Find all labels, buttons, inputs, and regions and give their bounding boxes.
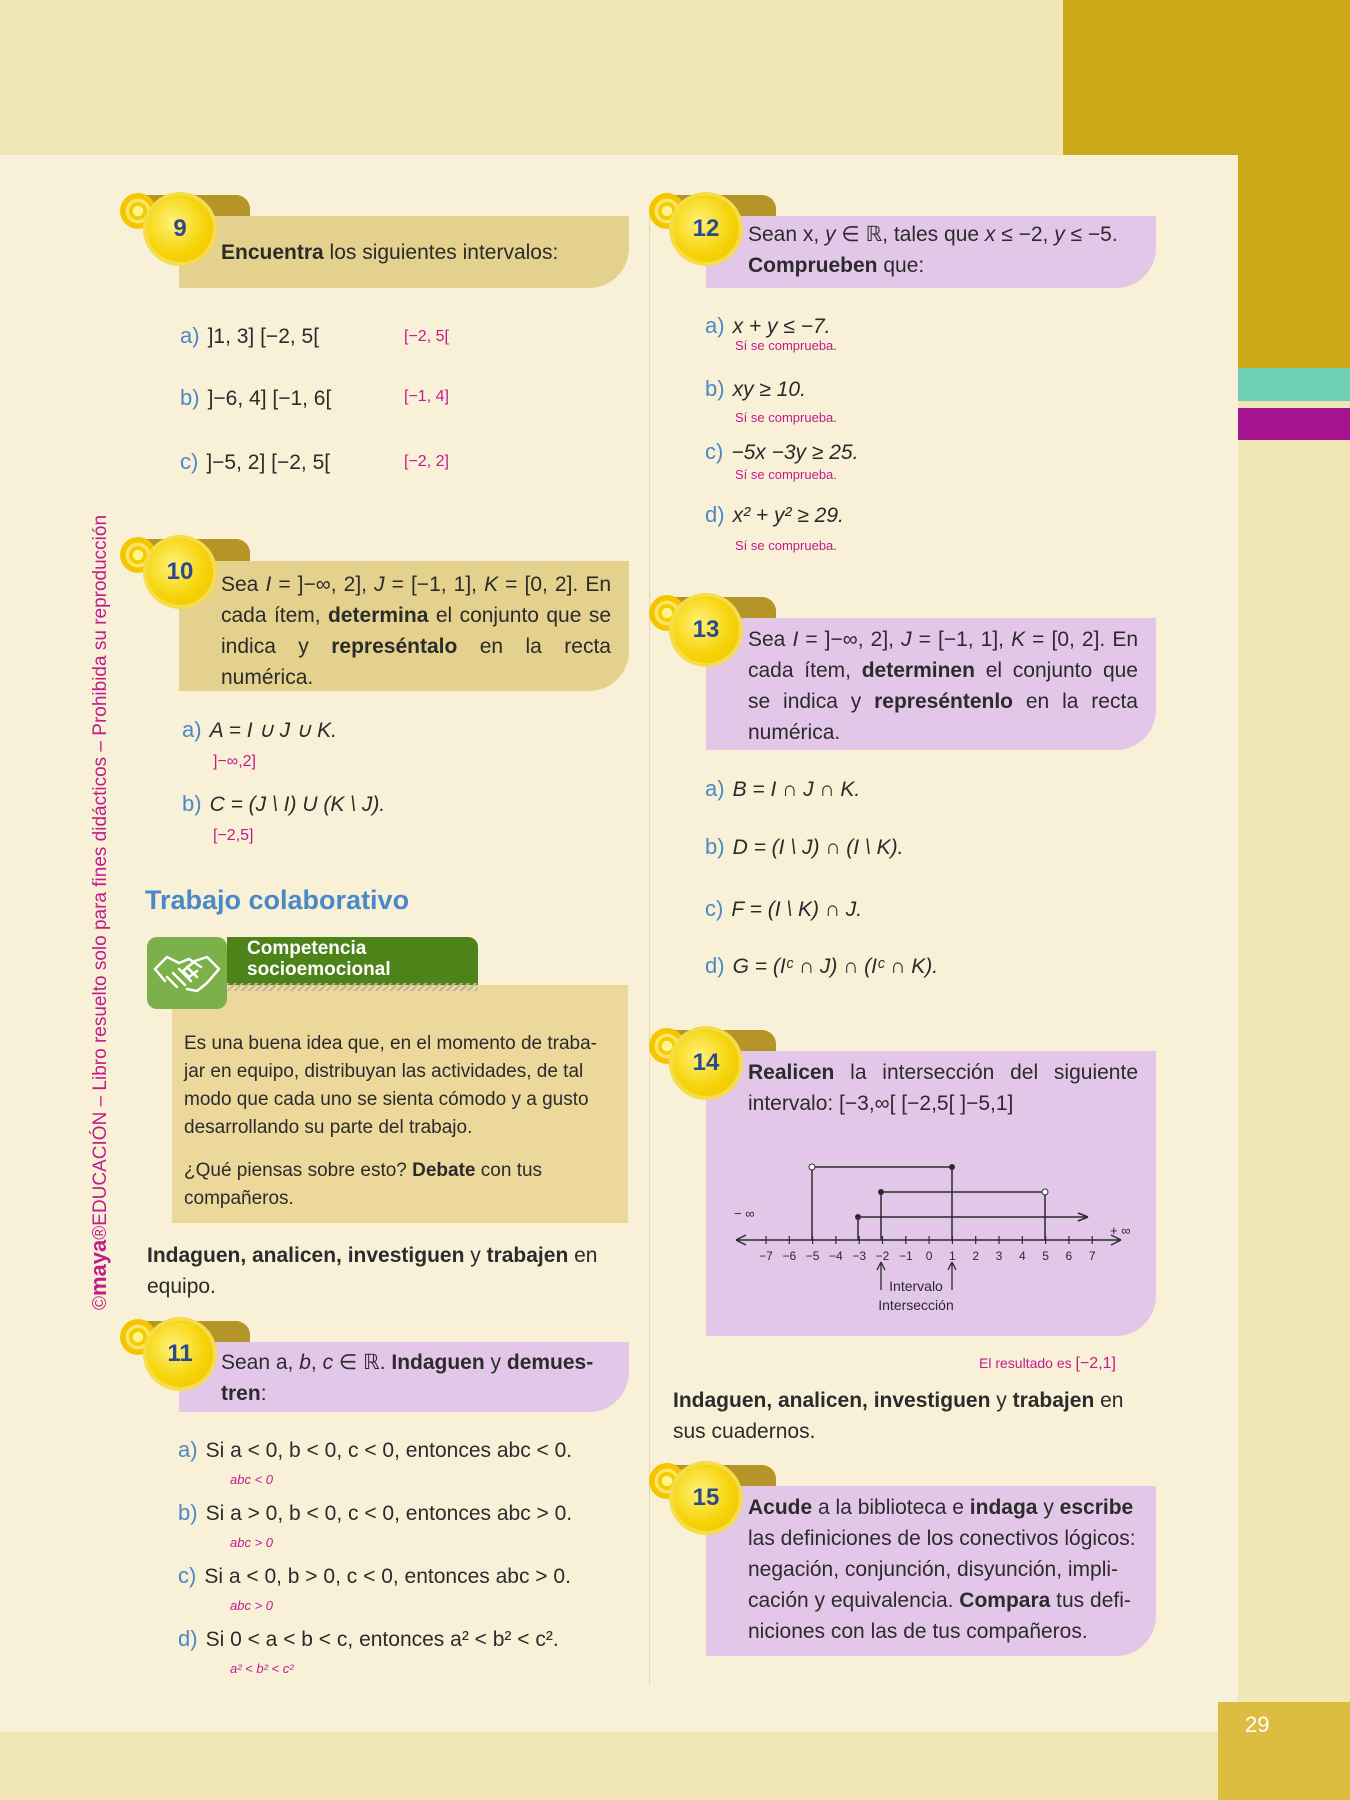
copyright-symbol: © (90, 1296, 111, 1310)
ex11-text: ∈ ℝ. (333, 1351, 392, 1374)
ex12-text: ∈ ℝ, tales que (835, 223, 985, 246)
ex12-item-b (705, 376, 806, 402)
ex12-text: ≤ −5. (1064, 223, 1118, 246)
number-line-diagram (706, 1150, 1156, 1330)
item-expression: xy ≥ 10. (732, 378, 806, 401)
closing-verb-2: trabajen (1012, 1389, 1095, 1412)
var-b: b (299, 1351, 311, 1374)
item-label: b) (178, 1500, 198, 1525)
ex12-answer-a: Sí se comprueba. (735, 338, 837, 353)
ex12-text: que: (877, 254, 925, 277)
tick-label: −2 (875, 1249, 890, 1263)
ex10-text: = [−1, 1], (384, 573, 485, 596)
ex11-number-badge: 11 (147, 1321, 213, 1387)
item-label: b) (182, 791, 202, 816)
ex12-answer-b: Sí se comprueba. (735, 410, 837, 425)
ex13-panel (706, 618, 1156, 750)
ex13-item-c (705, 896, 862, 922)
ex11-item-d (178, 1626, 559, 1652)
item-label: d) (705, 502, 725, 527)
item-label: a) (705, 776, 725, 801)
item-label: d) (705, 953, 725, 978)
ex9-item-a (180, 323, 319, 349)
closed-point (855, 1214, 861, 1220)
ex11-answer-b: abc > 0 (230, 1535, 274, 1550)
item-expression: x + y ≤ −7. (732, 315, 831, 338)
tick-label: −4 (829, 1249, 843, 1263)
item-label: d) (178, 1626, 198, 1651)
item-expression: A = I ∪ J ∪ K. (209, 719, 337, 742)
item-label: b) (705, 376, 725, 401)
item-expression: D = (I \ J) ∩ (I \ K). (732, 836, 904, 859)
ex11-text: , (310, 1351, 323, 1374)
ex15-verb-4: Compara (959, 1589, 1051, 1612)
interseccion-label: Intersección (878, 1297, 954, 1313)
ex14-text: la intersección del siguiente intervalo: (748, 1061, 1138, 1115)
item-expression: ]−5, 2] [−2, 5[ (206, 451, 331, 474)
magenta-tab-bar (1238, 408, 1350, 440)
competencia-line-2: socioemocional (247, 959, 391, 980)
ex10-text: el conjunto que se indica y (221, 604, 611, 658)
ex11-item-b (178, 1500, 572, 1526)
tick-label: 3 (995, 1249, 1003, 1263)
closing-verb-2: trabajen (486, 1244, 569, 1267)
page-number-box (1218, 1702, 1350, 1800)
brand-logo: maya (86, 1239, 111, 1296)
item-expression: ]1, 3] [−2, 5[ (207, 325, 320, 348)
right-strip (1238, 440, 1350, 1702)
ex9-answer-b: [−1, 4] (404, 388, 449, 405)
closing-verbs: Indaguen, analicen, investiguen (147, 1244, 465, 1267)
ex13-text: Sea (748, 628, 793, 651)
tick-label: −6 (782, 1249, 797, 1263)
ex13-item-d (705, 953, 938, 979)
ex11-answer-a: abc < 0 (230, 1472, 274, 1487)
ex15-text: a la biblioteca e (812, 1496, 970, 1519)
ex13-text: el conjunto que se indica y (748, 659, 1138, 713)
tick-label: 5 (1042, 1249, 1049, 1263)
ex15-verb-3: escribe (1059, 1496, 1134, 1519)
ex11-text: Sean a, (221, 1351, 300, 1374)
ex13-text: = [0, 2]. En cada ítem, (748, 628, 1139, 682)
competencia-paragraph: Es una buena idea que, en el momento de traba-jar en equipo, distribuyan las actividades, de tal modo que cada uno se sienta cómodo y a gusto desarrollando su parte del trabajo. (184, 1033, 598, 1138)
ex11-answer-c: abc > 0 (230, 1598, 274, 1613)
var-y: y (1054, 223, 1065, 246)
item-expression: C = (J \ I) U (K \ J). (209, 793, 386, 816)
tick-label: −3 (852, 1249, 867, 1263)
ex11-panel (179, 1342, 629, 1412)
item-label: b) (180, 385, 200, 410)
var-x: x (984, 223, 996, 246)
closing-paragraph-2 (673, 1385, 1153, 1447)
ex10-verb: determina (328, 604, 429, 627)
ex11-item-c (178, 1563, 571, 1589)
set-i: I (265, 573, 272, 596)
closing-conj: y (990, 1389, 1013, 1412)
ex9-answer-c: [−2, 2] (404, 453, 449, 470)
ex9-panel (179, 216, 629, 288)
plus-infinity-label: + ∞ (1110, 1223, 1131, 1238)
closed-point (949, 1164, 955, 1170)
handshake-icon (147, 937, 227, 1009)
closed-point (878, 1189, 884, 1195)
closing-paragraph (147, 1240, 617, 1302)
item-label: a) (182, 717, 202, 742)
question-text-2: con tus compañeros. (184, 1160, 543, 1209)
ex10-item-a (182, 717, 337, 743)
result-value: [−2,1] (1075, 1355, 1116, 1372)
item-label: b) (705, 834, 725, 859)
tick-label: 0 (925, 1249, 933, 1263)
ex15-number-badge: 15 (673, 1465, 739, 1531)
item-expression: ]−6, 4] [−1, 6[ (207, 387, 332, 410)
ex12-text: Sean x, (748, 223, 826, 246)
ex15-verb-1: Acude (748, 1496, 813, 1519)
ex10-text: Sea (221, 573, 266, 596)
item-expression: x² + y² ≥ 29. (732, 504, 844, 527)
ex10-panel (179, 561, 629, 691)
item-label: c) (705, 896, 724, 921)
open-point (809, 1164, 815, 1170)
tick-label: 4 (1018, 1249, 1026, 1263)
ex10-number-badge: 10 (147, 539, 213, 605)
tick-label: −5 (805, 1249, 820, 1263)
hatch-decoration (227, 983, 478, 991)
closing-verbs: Indaguen, analicen, investiguen (673, 1389, 991, 1412)
tick-label: 2 (972, 1249, 980, 1263)
copyright-vertical-text (86, 515, 112, 1310)
ex9-verb: Encuentra (221, 241, 324, 264)
ex10-text: en la recta numérica. (221, 635, 611, 689)
competencia-title (247, 938, 391, 980)
competencia-line-1: Competencia (247, 938, 367, 959)
tick-label: 1 (949, 1249, 956, 1263)
item-expression: −5x −3y ≥ 25. (731, 441, 859, 464)
item-label: c) (180, 449, 199, 474)
set-k: K (484, 573, 499, 596)
ex12-panel (706, 216, 1156, 288)
set-j: J (374, 573, 385, 596)
set-j: J (901, 628, 912, 651)
ex10-answer-a: ]−∞,2] (213, 753, 256, 770)
closing-rest: en sus cuadernos. (673, 1389, 1124, 1443)
ex9-number-badge: 9 (147, 196, 213, 262)
closing-rest: en equipo. (147, 1244, 598, 1298)
page-number: 29 (1245, 1712, 1270, 1737)
ex10-answer-b: [−2,5] (213, 827, 254, 844)
item-expression: Si a < 0, b < 0, c < 0, entonces abc < 0. (205, 1439, 573, 1462)
ex15-verb-2: indaga (969, 1496, 1038, 1519)
ex12-text: ≤ −2, (995, 223, 1055, 246)
item-label: a) (180, 323, 200, 348)
item-label: a) (178, 1437, 198, 1462)
ex12-item-a (705, 313, 830, 339)
question-text: ¿Qué piensas sobre esto? (184, 1160, 413, 1181)
ex11-verb-2: demues-tren (221, 1351, 594, 1405)
item-expression: Si a > 0, b < 0, c < 0, entonces abc > 0. (205, 1502, 573, 1525)
set-k: K (1011, 628, 1026, 651)
item-label: c) (178, 1563, 197, 1588)
ex15-text: y (1037, 1496, 1060, 1519)
ex15-panel (706, 1486, 1156, 1656)
registered-mark: ® (90, 1225, 111, 1240)
copyright-notice: EDUCACIÓN – Libro resuelto solo para fines didácticos – Prohibida su reproducción (90, 514, 111, 1226)
ex10-item-b (182, 791, 385, 817)
ex14-result (979, 1355, 1116, 1373)
result-text: El resultado es (979, 1355, 1072, 1371)
var-y: y (825, 223, 836, 246)
ex10-verb-2: represéntalo (331, 635, 458, 658)
ex10-text: = ]−∞, 2], (271, 573, 375, 596)
item-label: a) (705, 313, 725, 338)
ex13-item-b (705, 834, 903, 860)
ex11-verb: Indaguen (391, 1351, 485, 1374)
intervalo-label: Intervalo (889, 1278, 943, 1294)
competencia-question (184, 1157, 614, 1213)
tick-label: 7 (1088, 1249, 1096, 1263)
ex9-item-c (180, 449, 330, 475)
set-i: I (792, 628, 799, 651)
ex9-item-b (180, 385, 331, 411)
item-expression: Si a < 0, b > 0, c < 0, entonces abc > 0. (204, 1565, 571, 1588)
ex12-item-d (705, 502, 844, 528)
top-band (0, 0, 1063, 155)
ex15-text: tus defi-niciones con las de tus compañeros. (748, 1589, 1131, 1643)
item-expression: B = I ∩ J ∩ K. (732, 778, 861, 801)
ex12-number-badge: 12 (673, 196, 739, 262)
open-point (1042, 1189, 1048, 1195)
ex9-answer-a: [−2, 5[ (404, 328, 449, 345)
ex12-answer-c: Sí se comprueba. (735, 467, 837, 482)
ex14-intervals: [−3,∞[ [−2,5[ ]−5,1] (839, 1092, 1014, 1115)
ex14-number-badge: 14 (673, 1030, 739, 1096)
column-divider (649, 205, 650, 1685)
ex12-answer-d: Sí se comprueba. (735, 538, 837, 553)
item-expression: Si 0 < a < b < c, entonces a² < b² < c². (205, 1628, 559, 1651)
item-expression: G = (Iᶜ ∩ J) ∩ (Iᶜ ∩ K). (732, 955, 939, 978)
question-verb: Debate (412, 1160, 476, 1181)
ex13-verb-2: represéntenlo (874, 690, 1014, 713)
ex13-text: en la recta numérica. (748, 690, 1138, 744)
ex13-text: = [−1, 1], (911, 628, 1012, 651)
minus-infinity-label: − ∞ (734, 1206, 755, 1221)
ex13-item-a (705, 776, 860, 802)
teal-tab-bar (1238, 368, 1350, 401)
var-c: c (322, 1351, 334, 1374)
ex15-text: las definiciones de los conectivos lógicos: negación, conjunción, disyunción, impli-cación y equivalencia. (748, 1527, 1136, 1612)
tick-label: −1 (898, 1249, 913, 1263)
item-expression: F = (I \ K) ∩ J. (731, 898, 863, 921)
ex11-answer-d: a² < b² < c² (230, 1661, 294, 1676)
tick-label: 6 (1065, 1249, 1073, 1263)
ex11-item-a (178, 1437, 572, 1463)
ex12-item-c (705, 439, 858, 465)
closing-conj: y (464, 1244, 487, 1267)
ex11-text: : (260, 1382, 267, 1405)
bottom-band (0, 1732, 1218, 1800)
ex12-verb: Comprueben (748, 254, 878, 277)
ex13-number-badge: 13 (673, 597, 739, 663)
ex13-verb: determinen (861, 659, 975, 682)
ex11-text: y (484, 1351, 507, 1374)
ex9-title: los siguientes intervalos: (323, 241, 559, 264)
section-title: Trabajo colaborativo (145, 885, 410, 915)
item-label: c) (705, 439, 724, 464)
ex14-verb: Realicen (748, 1061, 835, 1084)
tick-label: −7 (759, 1249, 773, 1263)
ex10-text: = [0, 2]. En cada ítem, (221, 573, 612, 627)
ex13-text: = ]−∞, 2], (798, 628, 902, 651)
